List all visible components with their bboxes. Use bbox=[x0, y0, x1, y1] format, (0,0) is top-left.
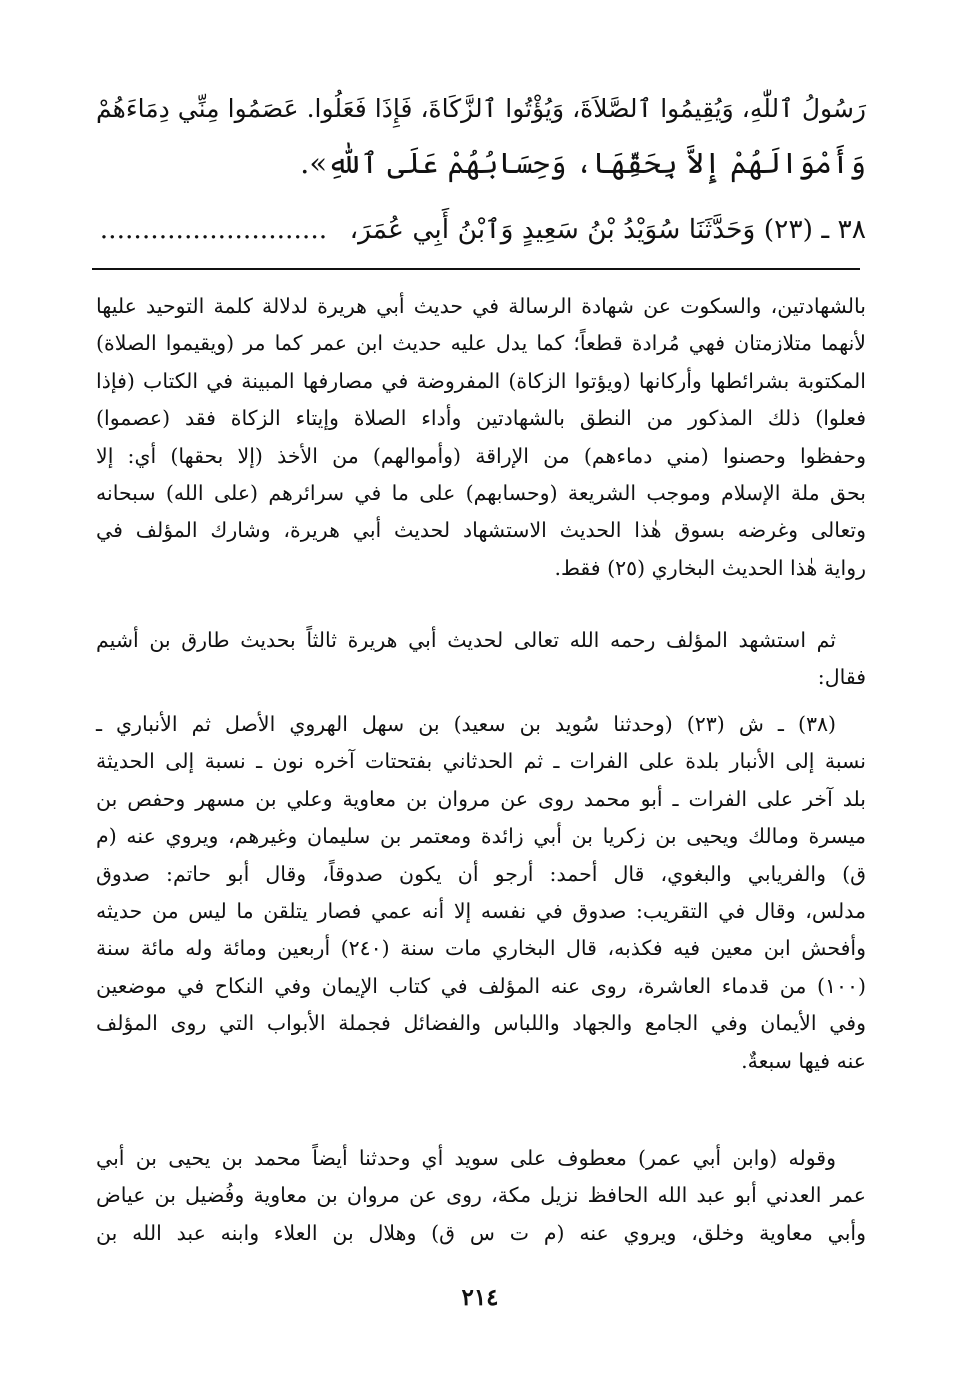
commentary-line: بحق ملة الإسلام وموجب الشريعة (وحسابهم) على ما في سرائرهم (على الله) سبحانه bbox=[96, 480, 866, 505]
commentary-line: ميسرة ومالك ويحيى بن زكريا بن أبي زائدة ومعتمر بن سليمان وغيرهم، ويروي عنه (م bbox=[96, 824, 866, 849]
commentary-block-1 bbox=[96, 288, 866, 587]
commentary-line: فعلوا) ذلك المذكور من النطق بالشهادتين وأداء الصلاة وإيتاء الزكاة فقد (عصموا) bbox=[96, 406, 866, 431]
commentary-line: بلد آخر على الفرات ـ أبو محمد روى عن مروان بن معاوية وعلي بن مسهر وحفص بن bbox=[96, 786, 866, 811]
commentary-line: وأفحش ابن معين فيه فكذبه، قال البخاري مات سنة (٢٤٠) أربعين ومائة وله مائة سنة bbox=[96, 936, 866, 961]
commentary-line: بالشهادتين، والسكوت عن شهادة الرسالة في حديث أبي هريرة لدلالة كلمة التوحيد عليها bbox=[96, 294, 866, 318]
commentary-line: رواية هٰذا الحديث البخاري (٢٥) فقط. bbox=[554, 555, 866, 580]
hadith-chain: وَحَدَّثَنَا سُوَيْدُ بْنُ سَعِيدٍ وَٱبْنُ أَبِي عُمَرَ، bbox=[349, 214, 756, 245]
commentary-line: نسبة إلى الأنبار بلدة على الفرات ـ ثم الحدثاني بفتحتات آخره نون ـ نسبة إلى الحديثة bbox=[96, 749, 866, 774]
commentary-line: المكتوبة بشرائطها وأركانها (ويؤتوا الزكاة) المفروضة في مصارفها المبينة في الكتاب (فإذا bbox=[96, 368, 866, 393]
commentary-line: وقوله (وابن أبي عمر) معطوف على سويد أي وحدثنا أيضاً محمد بن يحيى بن أبي bbox=[96, 1146, 836, 1170]
commentary-line: (١٠٠) من قدماء العاشرة، روى عنه المؤلف في كتاب الإيمان وفي النكاح في موضعين bbox=[96, 973, 866, 998]
next-hadith-heading bbox=[96, 202, 866, 258]
commentary-line: فقال: bbox=[817, 665, 866, 690]
page-number: ٢١٤ bbox=[461, 1284, 499, 1311]
commentary-line: وفي الأيمان وفي الجامع والجهاد واللباس والفضائل فجملة الأبواب التي روى المؤلف bbox=[96, 1011, 866, 1036]
commentary-block-2 bbox=[96, 622, 866, 697]
hadith-number: ٣٨ ـ (٢٣) bbox=[763, 214, 866, 245]
footnote-divider bbox=[92, 268, 860, 270]
commentary-block-3 bbox=[96, 706, 866, 1080]
continuation-dots: ........................... bbox=[99, 214, 328, 245]
commentary-line: وتعالى وغرضه بسوق هٰذا الحديث الاستشهاد لحديث أبي هريرة، وشارك المؤلف في bbox=[96, 518, 866, 543]
commentary-block-4 bbox=[96, 1140, 866, 1252]
hadith-line: رَسُولُ ٱللّٰهِ، وَيُقِيمُوا ٱلصَّلاَةَ، وَيُؤْتُوا ٱلزَّكَاةَ، فَإِذَا فَعَلُوا. عَصَمُوا مِنِّي دِمَاءَهُمْ bbox=[96, 94, 866, 123]
commentary-line: ق) والفريابي والبغوي، قال أحمد: أرجو أن يكون صدوقاً، وقال أبو حاتم: صدوق bbox=[96, 861, 866, 886]
commentary-line: لأنهما متلازمتان فهي مُرادة قطعاً؛ كما يدل عليه حديث ابن عمر كما مر (ويقيموا الصلاة) bbox=[96, 331, 866, 356]
hadith-text bbox=[96, 82, 866, 190]
commentary-line: وحفظوا وحصنوا (مني دماءهم) من الإراقة (وأموالهم) من الأخذ (إلا بحقها) أي: إلا bbox=[96, 443, 866, 468]
commentary-line: عنه فيها سبعةٌ. bbox=[741, 1048, 866, 1073]
commentary-line: ثم استشهد المؤلف رحمه الله تعالى لحديث أبي هريرة ثالثاً بحديث طارق بن أشيم bbox=[96, 628, 836, 652]
commentary-line: عمر العدني أبو عبد الله الحافظ نزيل مكة، روى عن مروان بن معاوية وفُضيل بن عياض bbox=[96, 1183, 866, 1208]
commentary-line: وأبي معاوية وخلق، ويروي عنه (م ت س ق) وهلال بن العلاء وابنه عبد الله بن bbox=[96, 1220, 866, 1245]
hadith-line: وَأَمْوَالَهُمْ إِلاَّ بِحَقِّهَا، وَحِسَابُهُمْ عَلَى ٱللّٰهِ». bbox=[300, 146, 866, 180]
commentary-line: (٣٨) ـ ش (٢٣) (وحدثنا سُويد بن سعيد) بن سهل الهروي الأصل ثم الأنباري ـ bbox=[96, 712, 836, 736]
commentary-line: مدلس، وقال في التقريب: صدوق في نفسه إلا أنه عمي فصار يتلقن ما ليس من حديثه bbox=[96, 898, 866, 923]
